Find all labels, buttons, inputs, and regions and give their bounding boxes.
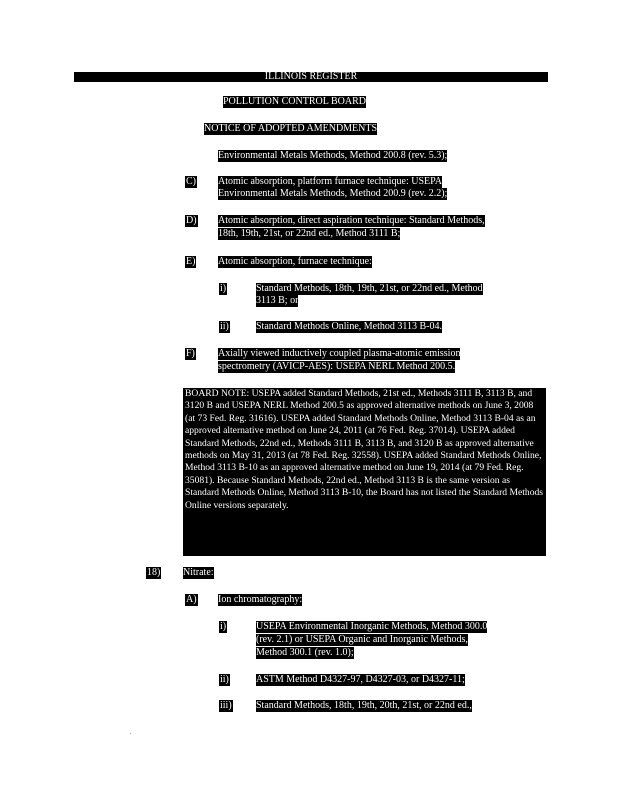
nitrate-title: Nitrate: xyxy=(183,567,214,578)
item-e-i-text-1: Standard Methods, 18th, 19th, 21st, or 22nd ed., Method xyxy=(256,283,483,294)
nitrate-i-label: i) xyxy=(220,621,227,632)
item-e-i-text-2: 3113 B; or xyxy=(256,295,299,306)
nitrate-ii-label: ii) xyxy=(220,674,229,685)
nitrate-i-text-3: Method 300.1 (rev. 1.0); xyxy=(256,647,354,658)
item-d-text-1: Atomic absorption, direct aspiration technique: Standard Methods, xyxy=(218,215,485,226)
env-metals-line: Environmental Metals Methods, Method 200.8 (rev. 5.3); xyxy=(218,150,448,161)
nitrate-iii-text: Standard Methods, 18th, 19th, 20th, 21st, or 22nd ed., xyxy=(256,700,472,711)
item-f-label: F) xyxy=(186,348,195,359)
board-title: POLLUTION CONTROL BOARD xyxy=(223,96,366,107)
scan-speck xyxy=(130,733,131,734)
nitrate-i-text-2: (rev. 2.1) or USEPA Organic and Inorganic Methods, xyxy=(256,634,468,645)
item-e-label: E) xyxy=(186,256,196,267)
item-f-text-1: Axially viewed inductively coupled plasma-atomic emission xyxy=(218,348,461,359)
item-18-label: 18) xyxy=(147,567,161,578)
item-c-text-1: Atomic absorption, platform furnace technique: USEPA xyxy=(218,176,443,187)
header-bar xyxy=(74,72,548,82)
notice-title: NOTICE OF ADOPTED AMENDMENTS xyxy=(204,123,378,134)
item-e-text: Atomic absorption, furnace technique: xyxy=(218,256,372,267)
item-d-label: D) xyxy=(186,215,197,226)
item-d-text-2: 18th, 19th, 21st, or 22nd ed., Method 3111 B; xyxy=(218,228,401,239)
item-e-ii-label: ii) xyxy=(220,321,229,332)
item-c-text-2: Environmental Metals Methods, Method 200.9 (rev. 2.2); xyxy=(218,188,448,199)
nitrate-iii-label: iii) xyxy=(220,700,232,711)
item-f-text-2: spectrometry (AVICP-AES): USEPA NERL Method 200.5. xyxy=(218,361,456,372)
item-e-ii-text: Standard Methods Online, Method 3113 B-04. xyxy=(256,321,443,332)
item-e-i-label: i) xyxy=(220,283,227,294)
nitrate-i-text-1: USEPA Environmental Inorganic Methods, Method 300.0 xyxy=(256,621,488,632)
nitrate-a-label: A) xyxy=(186,594,197,605)
board-note: BOARD NOTE: USEPA added Standard Methods, 21st ed., Methods 3111 B, 3113 B, and 3120 B and USEPA NERL Method 200.5 as approved alternative methods on June 3, 2008 (at 73 Fed. Reg. 31616). USEPA added Standard Methods Online, Method 3113 B-04 as an approved alternative method on June 24, 2011 (at 76 Fed. Reg. 37014). USEPA added Standard Methods, 22nd ed., Methods 3111 B, 3113 B, and 3120 B as approved alternative methods on May 31, 2013 (at 78 Fed. Reg. 32558). USEPA added Standard Methods Online, Method 3113 B-10 as an approved alternative method on June 19, 2014 (at 79 Fed. Reg. 35081). Because Standard Methods, 22nd ed., Method 3113 B is the same version as Standard Methods Online, Method 3113 B-10, the Board has not listed the Standard Methods Online versions separately. xyxy=(183,388,546,556)
item-c-label: C) xyxy=(186,176,196,187)
nitrate-a-text: Ion chromatography: xyxy=(218,594,303,605)
register-title: ILLINOIS REGISTER xyxy=(264,71,358,82)
nitrate-ii-text: ASTM Method D4327-97, D4327-03, or D4327-11; xyxy=(256,674,465,685)
